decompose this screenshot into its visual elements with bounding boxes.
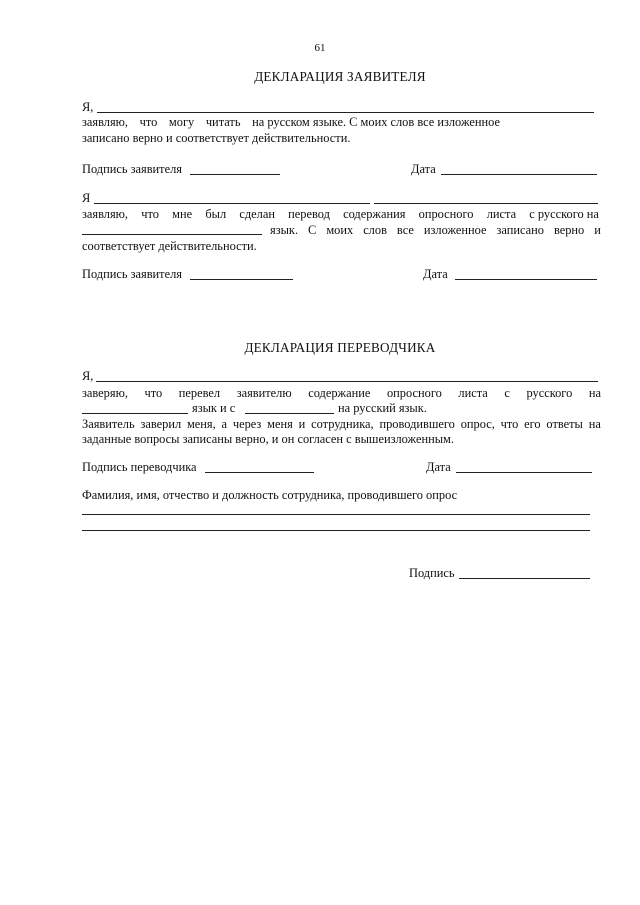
word: опросного xyxy=(418,207,474,221)
applicant2-signature-label: Подпись заявителя xyxy=(82,267,182,281)
translator-signature-label: Подпись переводчика xyxy=(82,460,197,474)
word: на xyxy=(588,386,601,400)
word: был xyxy=(205,207,227,221)
word: русского xyxy=(526,386,573,400)
translator-assurance-line xyxy=(82,418,601,430)
word: проводившего xyxy=(379,417,455,431)
word: перевел xyxy=(178,386,221,400)
translator-date-label: Дата xyxy=(426,460,451,474)
applicant-date-label: Дата xyxy=(411,162,436,176)
staff-info-label: Фамилия, имя, отчество и должность сотрудника, проводившего опрос xyxy=(82,488,458,502)
applicant2-name-field-2[interactable] xyxy=(374,203,598,204)
language-field[interactable] xyxy=(82,234,262,235)
word: содержания xyxy=(343,207,406,221)
word: меня xyxy=(267,417,293,431)
word: что xyxy=(500,417,519,431)
translator-signature-field[interactable] xyxy=(205,472,314,473)
word: ответы xyxy=(546,417,583,431)
applicant2-statement-line xyxy=(82,208,599,220)
word: опросного xyxy=(386,386,442,400)
translator-language-end: на русский язык. xyxy=(338,401,427,415)
word: и xyxy=(594,223,601,237)
word: язык. xyxy=(270,223,299,237)
word: на русском языке. С моих слов все изложенное xyxy=(252,115,500,129)
word: записано xyxy=(496,223,544,237)
word: через xyxy=(232,417,262,431)
word: листа xyxy=(486,207,517,221)
word: с xyxy=(504,386,510,400)
applicant2-signature-field[interactable] xyxy=(190,279,293,280)
word: сделан xyxy=(239,207,275,221)
word: сотрудника, xyxy=(311,417,374,431)
word: на xyxy=(588,417,601,431)
word: мне xyxy=(172,207,193,221)
source-language-field[interactable] xyxy=(82,413,188,414)
word: содержание xyxy=(308,386,371,400)
word: перевод xyxy=(288,207,330,221)
word: заявляю, xyxy=(82,207,129,221)
applicant2-date-label: Дата xyxy=(423,267,448,281)
word: верно xyxy=(553,223,585,237)
word: и xyxy=(298,417,306,431)
applicant-signature-field[interactable] xyxy=(190,174,280,175)
applicant-declaration-title: ДЕКЛАРАЦИЯ ЗАЯВИТЕЛЯ xyxy=(254,69,426,84)
translator-date-field[interactable] xyxy=(456,472,592,473)
word: заявляю, xyxy=(82,115,129,129)
word: опрос, xyxy=(460,417,495,431)
word: могу xyxy=(168,115,195,129)
translator-i-prefix: Я, xyxy=(82,369,94,383)
applicant2-i-prefix: Я xyxy=(82,191,91,205)
translator-name-field[interactable] xyxy=(96,381,598,382)
translator-language-text: язык и с xyxy=(192,401,236,415)
applicant2-statement-end: соответствует действительности. xyxy=(82,239,257,253)
word: что xyxy=(144,386,163,400)
word: изложенное xyxy=(423,223,487,237)
word: моих xyxy=(326,223,354,237)
word: заявителю xyxy=(236,386,292,400)
applicant-statement-end: записано верно и соответствует действительности. xyxy=(82,131,351,145)
word: заверяю, xyxy=(82,386,128,400)
final-signature-field[interactable] xyxy=(459,578,590,579)
word: заверил xyxy=(140,417,182,431)
word: что xyxy=(141,207,159,221)
target-language-field[interactable] xyxy=(245,413,334,414)
applicant2-name-field[interactable] xyxy=(94,203,370,204)
staff-info-field-2[interactable] xyxy=(82,530,590,531)
word: меня, xyxy=(186,417,216,431)
applicant-name-field[interactable] xyxy=(97,112,594,113)
word: все xyxy=(396,223,414,237)
word: читать xyxy=(205,115,241,129)
word: а xyxy=(221,417,228,431)
word: листа xyxy=(458,386,488,400)
applicant2-date-field[interactable] xyxy=(455,279,597,280)
word: слов xyxy=(363,223,387,237)
word: С xyxy=(308,223,317,237)
applicant-date-field[interactable] xyxy=(441,174,597,175)
staff-info-field-1[interactable] xyxy=(82,514,590,515)
word: его xyxy=(524,417,541,431)
word: с русского на xyxy=(529,207,599,221)
applicant2-statement-line-3 xyxy=(270,224,601,236)
applicant-i-prefix: Я, xyxy=(82,100,94,114)
page-number: 61 xyxy=(314,42,326,54)
word: что xyxy=(139,115,158,129)
final-signature-label: Подпись xyxy=(409,566,455,580)
applicant-statement-line xyxy=(82,116,500,128)
applicant-signature-label: Подпись заявителя xyxy=(82,162,182,176)
translator-statement-line xyxy=(82,387,601,399)
word: Заявитель xyxy=(82,417,135,431)
translator-assurance-end: заданные вопросы записаны верно, и он согласен с вышеизложенным. xyxy=(82,432,454,446)
translator-declaration-title: ДЕКЛАРАЦИЯ ПЕРЕВОДЧИКА xyxy=(244,340,436,355)
